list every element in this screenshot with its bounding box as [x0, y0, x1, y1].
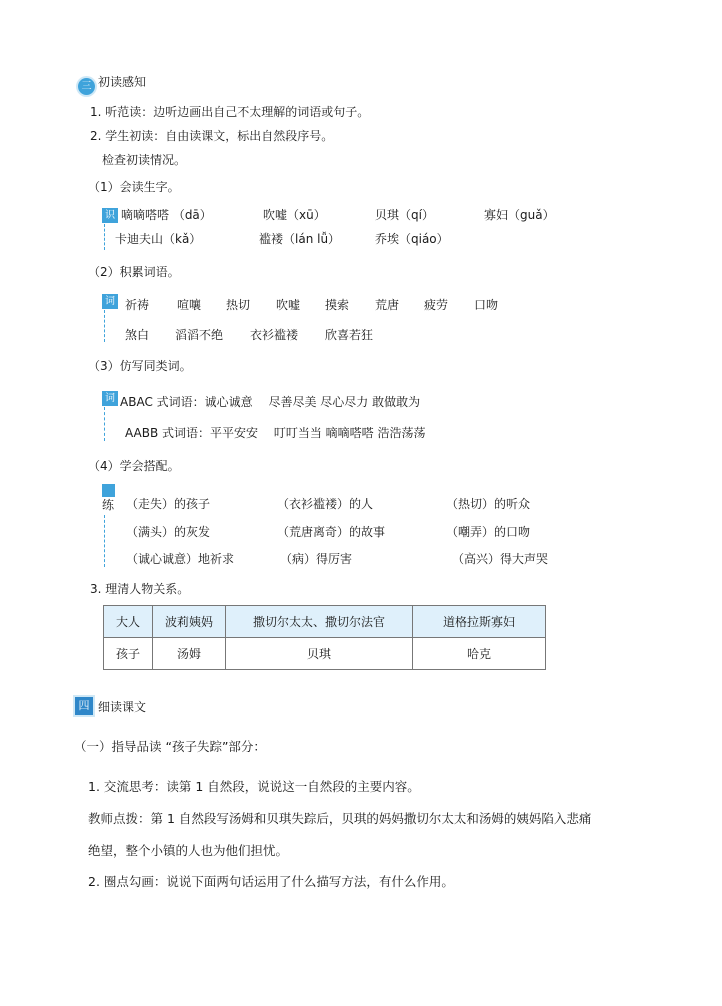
sub1-word: 乔埃（qiáo） — [375, 232, 449, 246]
table-cell: 波莉姨妈 — [153, 606, 226, 638]
sub3-aabb-line: AABB 式词语：平平安安 叮叮当当 嘀嘀嗒嗒 浩浩荡荡 — [125, 426, 426, 440]
part-one-title: （一）指导品读 “孩子失踪”部分： — [74, 739, 266, 754]
sub1-word: 褴褛（lán lǚ） — [259, 232, 341, 246]
sub1-tag-icon: 识 — [102, 208, 118, 223]
sub2-tag-icon: 词 — [102, 294, 118, 309]
sub2-word: 口吻 — [474, 298, 499, 312]
sub2-title: （2）积累词语。 — [88, 265, 180, 279]
section-three-title: 初读感知 — [98, 75, 147, 89]
collocation: （走失）的孩子 — [126, 497, 211, 511]
teacher-note-line-2: 绝望，整个小镇的人也为他们担忧。 — [88, 843, 289, 858]
sub2-word: 摸索 — [325, 298, 350, 312]
sub2-word: 喧嚷 — [177, 298, 202, 312]
check-reading: 检查初读情况。 — [102, 153, 187, 167]
sub3-title: （3）仿写同类词。 — [88, 359, 192, 373]
section-four-badge: 四 — [75, 697, 93, 715]
table-cell: 贝琪 — [226, 638, 413, 670]
table-cell: 撒切尔太太、撒切尔法官 — [226, 606, 413, 638]
sub1-word: 吹嘘（xū） — [263, 208, 326, 222]
sub3-abac-line: ABAC 式词语：诚心诚意 尽善尽美 尽心尽力 敢做敢为 — [120, 395, 421, 409]
section-four-title: 细读课文 — [98, 700, 147, 714]
section-three-badge: 三 — [78, 78, 95, 95]
sub3-dashed-line — [104, 407, 105, 441]
table-cell: 大人 — [104, 606, 153, 638]
item-3-relations: 3. 理清人物关系。 — [90, 582, 190, 596]
sub2-word: 荒唐 — [375, 298, 400, 312]
collocation: （满头）的灰发 — [126, 525, 211, 539]
sub2-dashed-line — [104, 310, 105, 342]
teacher-note-line-1: 教师点拨：第 1 自然段写汤姆和贝琪失踪后，贝琪的妈妈撒切尔太太和汤姆的姨妈陷入悲痛 — [88, 811, 592, 826]
collocation: （嘲弄）的口吻 — [446, 525, 531, 539]
sub4-title: （4）学会搭配。 — [88, 459, 180, 473]
collocation: （高兴）得大声哭 — [452, 552, 549, 566]
question-2: 2. 圈点勾画：说说下面两句话运用了什么描写方法，有什么作用。 — [88, 874, 454, 889]
item-2-read: 2. 学生初读：自由读课文，标出自然段序号。 — [90, 129, 334, 143]
table-row — [104, 638, 546, 670]
table-cell: 哈克 — [413, 638, 546, 670]
sub2-word: 衣衫褴褛 — [250, 328, 299, 342]
sub2-word: 煞白 — [125, 328, 150, 342]
item-1-listen: 1. 听范读：边听边画出自己不太理解的词语或句子。 — [90, 105, 370, 119]
collocation: （诚心诚意）地祈求 — [126, 552, 235, 566]
relations-table — [103, 605, 546, 670]
sub1-word: 嘀嘀嗒嗒 （dā） — [121, 208, 212, 222]
sub2-word: 欣喜若狂 — [325, 328, 374, 342]
sub1-word: 贝琪（qí） — [375, 208, 434, 222]
sub3-tag-icon: 词 — [102, 391, 118, 406]
sub1-word: 卡迪夫山（kǎ） — [115, 232, 202, 246]
table-cell: 道格拉斯寡妇 — [413, 606, 546, 638]
sub4-dashed-line — [104, 515, 105, 567]
table-cell: 孩子 — [104, 638, 153, 670]
sub2-word: 祈祷 — [125, 298, 150, 312]
collocation: （热切）的听众 — [446, 497, 531, 511]
collocation: （病）得厉害 — [280, 552, 353, 566]
collocation: （荒唐离奇）的故事 — [277, 525, 386, 539]
sub2-word: 吹嘘 — [276, 298, 301, 312]
sub1-dashed-line — [104, 224, 105, 250]
question-1: 1. 交流思考：读第 1 自然段，说说这一自然段的主要内容。 — [88, 779, 420, 794]
sub1-title: （1）会读生字。 — [88, 180, 180, 194]
sub2-word: 热切 — [226, 298, 251, 312]
sub2-word: 滔滔不绝 — [175, 328, 224, 342]
sub2-word: 疲劳 — [424, 298, 449, 312]
sub1-word: 寡妇（guǎ） — [484, 208, 555, 222]
table-row — [104, 606, 546, 638]
collocation: （衣衫褴褛）的人 — [277, 497, 374, 511]
table-cell: 汤姆 — [153, 638, 226, 670]
sub4-tag-text: 练 — [102, 498, 115, 512]
